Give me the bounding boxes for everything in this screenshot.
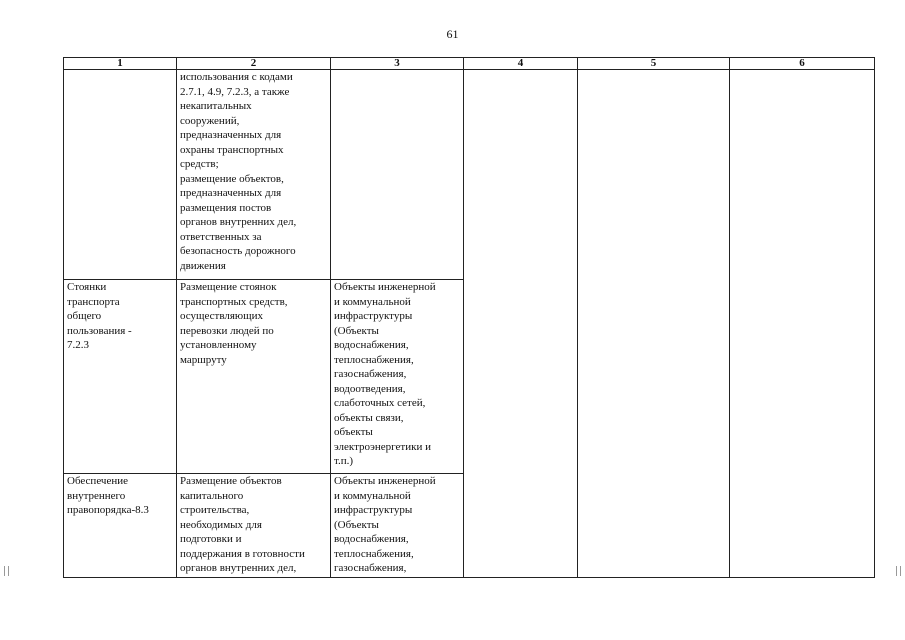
cell-auxiliary-use	[331, 70, 464, 280]
cell-auxiliary-use: Объекты инженерной и коммунальной инфраструктуры (Объекты водоснабжения, теплоснабжения, газоснабжения, водоотведения, слаботочных сетей, объекты связи, объекты электроэнергетики и т.п.)	[331, 280, 464, 474]
table-row	[64, 70, 875, 280]
cell-auxiliary-use: Объекты инженерной и коммунальной инфраструктуры (Объекты водоснабжения, теплоснабжения, газоснабжения,	[331, 474, 464, 578]
document-table	[63, 57, 875, 578]
scan-edge-mark	[4, 566, 9, 576]
column-header-1: 1	[64, 58, 177, 70]
cell-permitted-use	[64, 70, 177, 280]
column-header-2: 2	[177, 58, 331, 70]
scan-edge-mark	[896, 566, 901, 576]
cell-permitted-use: Обеспечение внутреннего правопорядка-8.3	[64, 474, 177, 578]
cell-col5	[578, 70, 730, 578]
column-header-6: 6	[730, 58, 875, 70]
column-header-5: 5	[578, 58, 730, 70]
cell-permitted-use: Стоянки транспорта общего пользования - 7.2.3	[64, 280, 177, 474]
cell-description: использования с кодами 2.7.1, 4.9, 7.2.3, а также некапитальных сооружений, предназначенных для охраны транспортных средств; размещение объектов, предназначенных для размещения постов органов внутренних дел, ответственных за безопасность дорожного движения	[177, 70, 331, 280]
column-header-4: 4	[464, 58, 578, 70]
cell-description: Размещение объектов капитального строительства, необходимых для подготовки и поддержания в готовности органов внутренних дел,	[177, 474, 331, 578]
table-header-row	[64, 58, 875, 70]
cell-description: Размещение стоянок транспортных средств, осуществляющих перевозки людей по установленному маршруту	[177, 280, 331, 474]
cell-col6	[730, 70, 875, 578]
page-number: 61	[446, 27, 459, 41]
cell-col4	[464, 70, 578, 578]
column-header-3: 3	[331, 58, 464, 70]
